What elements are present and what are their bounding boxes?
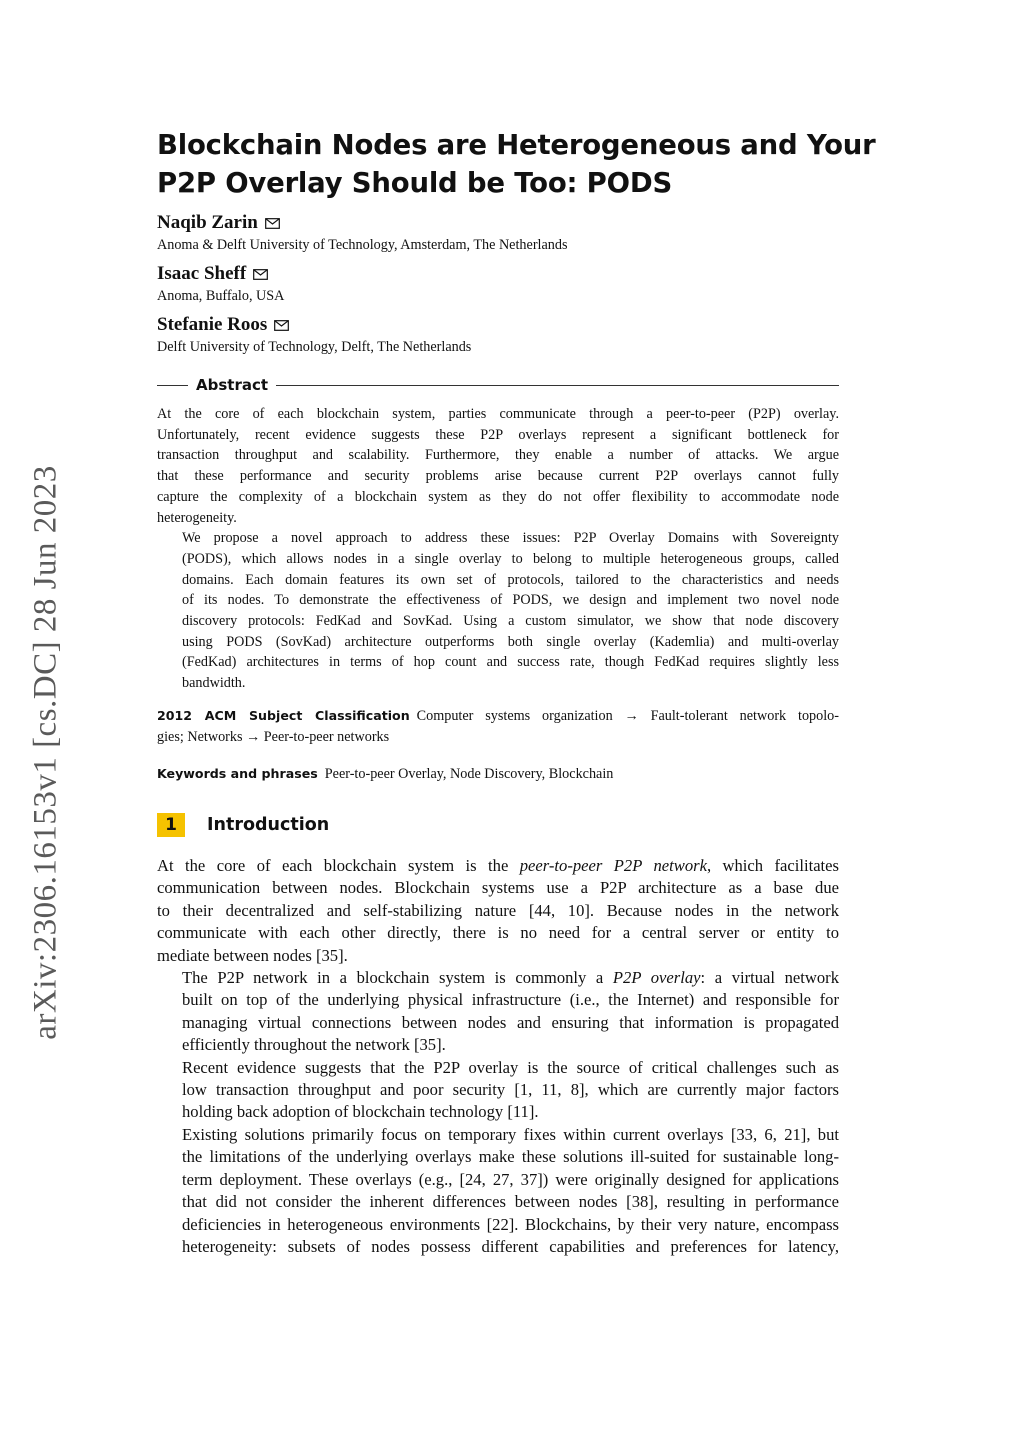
author-entry: [157, 261, 839, 307]
text-line: of its nodes. To demonstrate the effectiveness of PODS, we design and implement two novel node: [182, 592, 839, 609]
text-line: capture the complexity of a blockchain system as they do not offer flexibility to accommodate node: [157, 488, 839, 505]
paper-title: [157, 126, 876, 202]
author-name-row: [157, 210, 839, 235]
text-line: communication between nodes. Blockchain systems use a P2P architecture as a base due: [157, 878, 839, 898]
acm-classification: [157, 706, 839, 747]
section-number: 1: [157, 813, 185, 837]
author-entry: [157, 210, 839, 256]
envelope-icon[interactable]: [274, 320, 289, 331]
abstract-paragraph: [157, 404, 839, 528]
text-line: discovery protocols: FedKad and SovKad. Using a custom simulator, we show that node discovery: [182, 613, 839, 630]
author-name-row: [157, 312, 839, 337]
text-line: the limitations of the underlying overlays make these solutions ill-suited for sustainable long-: [182, 1147, 839, 1167]
divider: [157, 385, 188, 386]
envelope-icon[interactable]: [265, 218, 280, 229]
emphasis: peer-to-peer P2P network: [519, 856, 707, 875]
text-line: Recent evidence suggests that the P2P overlay is the source of critical challenges such as: [182, 1057, 839, 1077]
section-heading: [157, 813, 839, 837]
arxiv-stamp-text: arXiv:2306.16153v1 [cs.DC] 28 Jun 2023: [27, 464, 64, 1040]
text-line: communicate with each other directly, there is no need for a central server or entity to: [157, 923, 839, 943]
text-line: The P2P network in a blockchain system is commonly a P2P overlay: a virtual network: [182, 968, 839, 988]
divider: [276, 385, 839, 386]
text-line: efficiently throughout the network [35].: [182, 1035, 446, 1055]
text-line: deficiencies in heterogeneous environments [22]. Blockchains, by their very nature, encompass: [182, 1214, 839, 1234]
abstract-heading: [157, 376, 839, 394]
envelope-icon[interactable]: [253, 269, 268, 280]
text-line: At the core of each blockchain system, parties communicate through a peer-to-peer (P2P) overlay.: [157, 406, 839, 422]
keywords-text: Peer-to-peer Overlay, Node Discovery, Blockchain: [324, 766, 614, 782]
author-affiliation: Anoma, Buffalo, USA: [157, 288, 285, 304]
author-affiliation: Anoma & Delft University of Technology, Amsterdam, The Netherlands: [157, 237, 568, 253]
text-line: (FedKad) architectures in terms of hop count and success rate, though FedKad requires slightly less: [182, 654, 839, 671]
text-line: term deployment. These overlays (e.g., [24, 27, 37]) were originally designed for applications: [182, 1169, 839, 1189]
title-line: Blockchain Nodes are Heterogeneous and Your: [157, 129, 876, 161]
author-list: [157, 210, 839, 363]
body-paragraph: [157, 967, 839, 1057]
author-name: Naqib Zarin: [157, 212, 258, 233]
abstract-body: [157, 404, 839, 694]
intro-body: [157, 855, 839, 1258]
text-line: heterogeneity.: [157, 509, 237, 526]
abstract-heading-text: Abstract: [196, 376, 269, 394]
text-line: that did not consider the inherent differences between nodes [38], resulting in performance: [182, 1192, 839, 1212]
body-paragraph: [157, 1057, 839, 1124]
text-line: that these performance and security problems arise because current P2P overlays cannot fully: [157, 468, 839, 485]
keywords-label: Keywords and phrases: [157, 766, 318, 781]
text-line: low transaction throughput and poor security [1, 11, 8], which are currently major factors: [182, 1080, 839, 1100]
text-line: We propose a novel approach to address these issues: P2P Overlay Domains with Sovereignty: [182, 530, 839, 547]
text-line: built on top of the underlying physical infrastructure (i.e., the Internet) and responsible for: [182, 990, 839, 1010]
text-line: heterogeneity: subsets of nodes possess different capabilities and preferences for latency,: [182, 1236, 839, 1256]
text-line: managing virtual connections between nodes and ensuring that information is propagated: [182, 1012, 839, 1032]
text-line: mediate between nodes [35].: [157, 945, 348, 965]
author-name: Stefanie Roos: [157, 314, 268, 335]
acm-line: gies; Networks → Peer-to-peer networks: [157, 728, 390, 745]
text-line: Existing solutions primarily focus on temporary fixes within current overlays [33, 6, 21], but: [182, 1124, 839, 1144]
title-line: P2P Overlay Should be Too: PODS: [157, 167, 673, 199]
text-line: to their decentralized and self-stabilizing nature [44, 10]. Because nodes in the network: [157, 900, 839, 920]
keywords: [157, 764, 839, 785]
section-title: Introduction: [207, 815, 330, 835]
arxiv-stamp: [22, 452, 70, 1052]
text-line: domains. Each domain features its own set of protocols, tailored to the characteristics and needs: [182, 571, 839, 588]
author-entry: [157, 312, 839, 358]
text-line: transaction throughput and scalability. Furthermore, they enable a number of attacks. We argue: [157, 447, 839, 464]
text-line: Unfortunately, recent evidence suggests these P2P overlays represent a significant bottleneck for: [157, 426, 839, 443]
author-name: Isaac Sheff: [157, 263, 247, 284]
abstract-paragraph: [157, 528, 839, 694]
acm-text: Computer systems organization → Fault-tolerant network topolo-: [416, 708, 839, 724]
text-line: bandwidth.: [182, 675, 246, 692]
body-paragraph: [157, 855, 839, 967]
acm-label: 2012 ACM Subject Classification: [157, 708, 410, 723]
text-line: using PODS (SovKad) architecture outperforms both single overlay (Kademlia) and multi-overlay: [182, 633, 839, 650]
acm-line: [157, 706, 839, 727]
text-line: At the core of each blockchain system is the peer-to-peer P2P network, which facilitates: [157, 856, 839, 875]
body-paragraph: [157, 1124, 839, 1258]
author-affiliation: Delft University of Technology, Delft, The Netherlands: [157, 339, 472, 355]
author-name-row: [157, 261, 839, 286]
text-line: (PODS), which allows nodes in a single overlay to belong to multiple heterogeneous groups, called: [182, 550, 839, 567]
text-line: holding back adoption of blockchain technology [11].: [182, 1102, 539, 1122]
emphasis: P2P overlay: [612, 968, 701, 988]
